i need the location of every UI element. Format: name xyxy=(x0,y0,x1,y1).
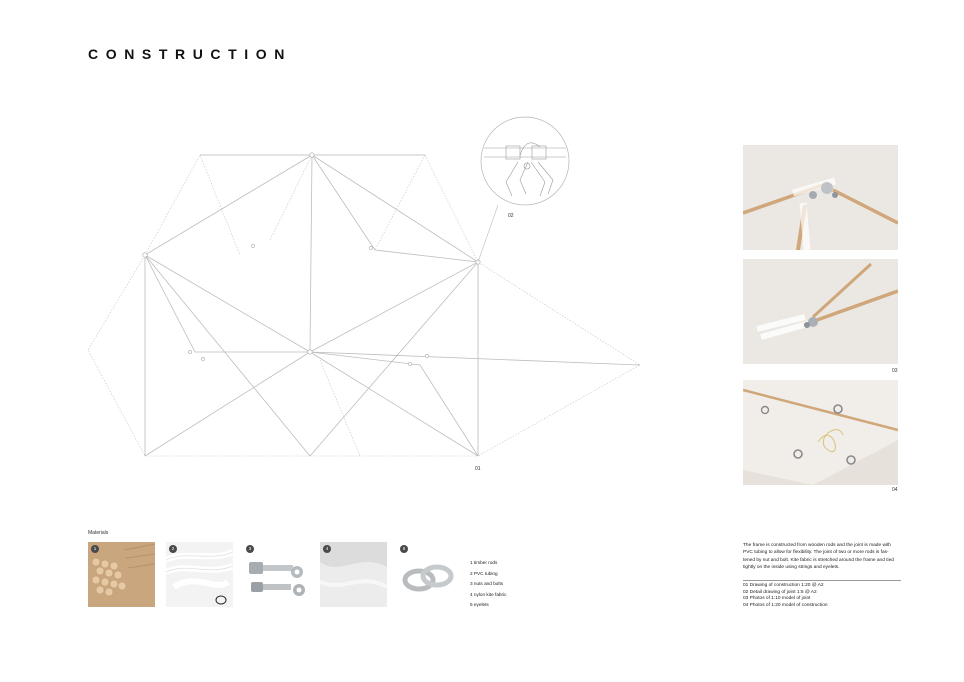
nuts-and-bolts-image xyxy=(243,542,310,607)
description-line: tened by nut and bolt. Kite fabric is stretched around the frame and tied xyxy=(743,557,894,563)
drawing-label-01: 01 xyxy=(475,466,481,472)
materials-list-item: 3 nuts and bolts xyxy=(470,581,504,587)
drawing-label-02: 02 xyxy=(508,213,514,219)
joint-photo-top xyxy=(743,145,898,250)
material-badge-3: 3 xyxy=(246,545,254,553)
materials-list-item: 5 eyelets xyxy=(470,602,489,608)
eyelets-image xyxy=(397,542,464,607)
description-line: tightly on the inside using strings and eyelets. xyxy=(743,564,840,570)
legend-item: 01 Drawing of construction 1:20 @ A2 xyxy=(743,583,824,588)
legend-item: 04 Photos of 1:20 model of construction xyxy=(743,602,828,608)
material-badge-5: 5 xyxy=(400,545,408,553)
materials-list-item: 2 PVC tubing xyxy=(470,570,498,576)
kite-fabric-image xyxy=(320,542,387,607)
legend-item: 02 Detail drawing of joint 1:5 @ A2 xyxy=(743,589,817,595)
materials-list xyxy=(470,558,506,611)
materials-heading: Materials xyxy=(88,530,109,536)
timber-rods-image xyxy=(88,542,155,607)
divider xyxy=(743,580,901,581)
legend-item: 03 Photos of 1:10 model of joint xyxy=(743,596,811,602)
pvc-tubing-image xyxy=(166,542,233,607)
construction-drawing xyxy=(80,100,660,480)
page-title: CONSTRUCTION xyxy=(88,46,292,62)
description-line: The frame is constructed from wooden rods and the joint is made with xyxy=(743,543,891,548)
material-badge-2: 2 xyxy=(169,545,177,553)
photo-caption-04: 04 xyxy=(892,487,898,493)
figure-legend xyxy=(743,583,828,609)
materials-list-item: 1 timber rods xyxy=(470,560,498,565)
joint-photo-middle xyxy=(743,259,898,364)
description-line: PVC tubing to allow for flexibility. The joint of two or more rods is fas- xyxy=(743,550,889,556)
material-badge-1: 1 xyxy=(91,545,99,553)
materials-list-item: 4 nylon kite fabric xyxy=(470,591,507,597)
construction-description xyxy=(743,542,901,571)
kite-fabric-photo xyxy=(743,380,898,485)
timber-frame xyxy=(145,155,640,456)
material-badge-4: 4 xyxy=(323,545,331,553)
photo-caption-03: 03 xyxy=(892,368,898,374)
detail-leader-line xyxy=(478,205,498,262)
